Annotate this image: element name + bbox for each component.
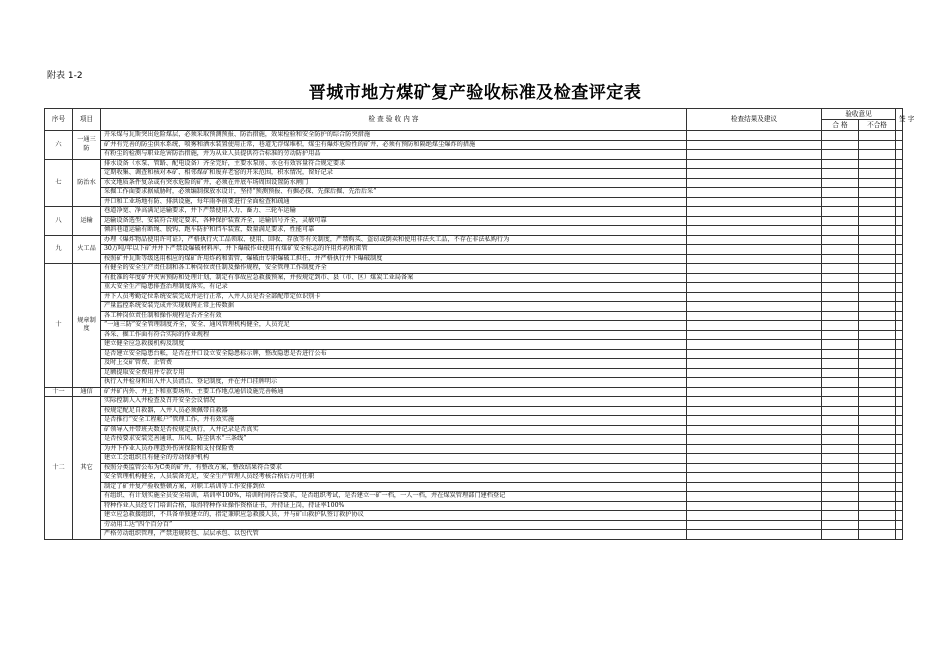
table-row (45, 159, 903, 169)
fail-cell[interactable] (859, 169, 896, 179)
sign-cell[interactable] (896, 340, 903, 350)
page-title: 晋城市地方煤矿复产验收标准及检查评定表 (308, 83, 642, 103)
result-cell[interactable] (687, 159, 822, 169)
sign-cell[interactable] (896, 159, 903, 169)
sign-cell[interactable] (896, 416, 903, 426)
table-row (45, 406, 903, 416)
sign-cell[interactable] (896, 378, 903, 388)
pass-cell[interactable] (822, 235, 859, 245)
sign-cell[interactable] (896, 435, 903, 445)
sign-cell[interactable] (896, 302, 903, 312)
header-fail: 不合格 (859, 120, 896, 131)
sign-cell[interactable] (896, 359, 903, 369)
result-cell[interactable] (687, 311, 822, 321)
fail-cell[interactable] (859, 273, 896, 283)
inspection-content: 是否建立安全隐患台帐，是否在井口设立安全隐患标示牌，整改隐患是否进行公布 (101, 349, 687, 359)
inspection-content: 建立健全应急救援机构及制度 (101, 340, 687, 350)
result-cell[interactable] (687, 292, 822, 302)
table-row (45, 131, 903, 141)
table-row (45, 454, 903, 464)
fail-cell[interactable] (859, 311, 896, 321)
fail-cell[interactable] (859, 245, 896, 255)
result-cell[interactable] (687, 216, 822, 226)
table-row (45, 416, 903, 426)
sign-cell[interactable] (896, 425, 903, 435)
table-row (45, 444, 903, 454)
fail-cell[interactable] (859, 359, 896, 369)
section-item: 运输 (73, 207, 101, 236)
fail-cell[interactable] (859, 207, 896, 217)
inspection-content: 倾斜巷道运输有断绳、脱钩、跑车防护和挡车装置，数量满足要求，性能可靠 (101, 226, 687, 236)
pass-cell[interactable] (822, 159, 859, 169)
fail-cell[interactable] (859, 159, 896, 169)
table-row (45, 435, 903, 445)
inspection-content: “一通三防”安全管理制度齐全，安全、通风管理机构健全，人员充足 (101, 321, 687, 331)
table-row (45, 178, 903, 188)
inspection-content: 各工种岗位责任制和操作规程是否齐全有效 (101, 311, 687, 321)
inspection-content: 采掘工作面要求据威胁时，必须编制探放水设计，坚持“预测预报、有掘必探、先探后掘、先治后采” (101, 188, 687, 198)
sign-cell[interactable] (896, 321, 903, 331)
fail-cell[interactable] (859, 150, 896, 160)
sign-cell[interactable] (896, 235, 903, 245)
fail-cell[interactable] (859, 387, 896, 397)
pass-cell[interactable] (822, 454, 859, 464)
result-cell[interactable] (687, 169, 822, 179)
sign-cell[interactable] (896, 406, 903, 416)
fail-cell[interactable] (859, 520, 896, 530)
result-cell[interactable] (687, 207, 822, 217)
result-cell[interactable] (687, 330, 822, 340)
result-cell[interactable] (687, 321, 822, 331)
table-row (45, 349, 903, 359)
sign-cell[interactable] (896, 482, 903, 492)
pass-cell[interactable] (822, 283, 859, 293)
result-cell[interactable] (687, 492, 822, 502)
table-row (45, 216, 903, 226)
table-row (45, 245, 903, 255)
pass-cell[interactable] (822, 245, 859, 255)
section-item: 防治水 (73, 159, 101, 207)
result-cell[interactable] (687, 340, 822, 350)
sign-cell[interactable] (896, 330, 903, 340)
inspection-content: 安全管理机构健全，人员装备充足，安全生产管理人员经考核合格后方可任职 (101, 473, 687, 483)
fail-cell[interactable] (859, 492, 896, 502)
pass-cell[interactable] (822, 226, 859, 236)
fail-cell[interactable] (859, 197, 896, 207)
table-row (45, 321, 903, 331)
sign-cell[interactable] (896, 511, 903, 521)
result-cell[interactable] (687, 226, 822, 236)
sign-cell[interactable] (896, 131, 903, 141)
section-number: 十二 (45, 397, 73, 540)
result-cell[interactable] (687, 387, 822, 397)
fail-cell[interactable] (859, 302, 896, 312)
table-row (45, 302, 903, 312)
pass-cell[interactable] (822, 178, 859, 188)
table-row (45, 150, 903, 160)
inspection-content: 按规定配足自救器，入井人员必须佩带自救器 (101, 406, 687, 416)
section-item: 其它 (73, 397, 101, 540)
result-cell[interactable] (687, 150, 822, 160)
inspection-content: 井口和工业场地有防、排洪设施，每年雨季前要进行全面检查和疏通 (101, 197, 687, 207)
sign-cell[interactable] (896, 349, 903, 359)
section-number: 九 (45, 235, 73, 264)
header-content: 检 查 验 收 内 容 (101, 109, 687, 131)
pass-cell[interactable] (822, 311, 859, 321)
table-row (45, 283, 903, 293)
pass-cell[interactable] (822, 435, 859, 445)
result-cell[interactable] (687, 435, 822, 445)
sign-cell[interactable] (896, 444, 903, 454)
sign-cell[interactable] (896, 188, 903, 198)
fail-cell[interactable] (859, 178, 896, 188)
inspection-content: 有健全的安全生产责任制和各工种岗位责任制及操作规程，安全管理工作制度齐全 (101, 264, 687, 274)
sign-cell[interactable] (896, 216, 903, 226)
fail-cell[interactable] (859, 340, 896, 350)
section-item: 火工品 (73, 235, 101, 264)
pass-cell[interactable] (822, 378, 859, 388)
sign-cell[interactable] (896, 397, 903, 407)
sign-cell[interactable] (896, 311, 903, 321)
result-cell[interactable] (687, 368, 822, 378)
fail-cell[interactable] (859, 378, 896, 388)
inspection-content: 是否按要求安装完善通讯、压风、防尘供水“三条线” (101, 435, 687, 445)
result-cell[interactable] (687, 359, 822, 369)
fail-cell[interactable] (859, 188, 896, 198)
pass-cell[interactable] (822, 511, 859, 521)
table-row (45, 397, 903, 407)
inspection-content: 制定了矿井复产验收整顿方案，对职工培训等工作安排到位 (101, 482, 687, 492)
sign-cell[interactable] (896, 501, 903, 511)
sign-cell[interactable] (896, 292, 903, 302)
inspection-content: 建立应急救援组织，不具备单独建立的，指定兼职应急救援人员，并与矿山救护队签订救护协议 (101, 511, 687, 521)
table-row (45, 311, 903, 321)
pass-cell[interactable] (822, 216, 859, 226)
sign-cell[interactable] (896, 463, 903, 473)
pass-cell[interactable] (822, 473, 859, 483)
result-cell[interactable] (687, 463, 822, 473)
result-cell[interactable] (687, 473, 822, 483)
sign-cell[interactable] (896, 197, 903, 207)
header-opinion: 验收意见 (822, 109, 896, 120)
result-cell[interactable] (687, 283, 822, 293)
inspection-content: 实际控制人入井检查及召开安全会议情况 (101, 397, 687, 407)
sign-cell[interactable] (896, 178, 903, 188)
result-cell[interactable] (687, 530, 822, 540)
table-row (45, 387, 903, 397)
table-row (45, 207, 903, 217)
table-row (45, 330, 903, 340)
inspection-content: 执行入井检身和出入井人员清点、登记制度，并在井口挂牌明示 (101, 378, 687, 388)
pass-cell[interactable] (822, 406, 859, 416)
section-number: 六 (45, 131, 73, 160)
table-row (45, 188, 903, 198)
fail-cell[interactable] (859, 330, 896, 340)
result-cell[interactable] (687, 273, 822, 283)
fail-cell[interactable] (859, 349, 896, 359)
pass-cell[interactable] (822, 425, 859, 435)
pass-cell[interactable] (822, 254, 859, 264)
inspection-content: 劳动用工达“四个百分百” (101, 520, 687, 530)
table-row (45, 492, 903, 502)
result-cell[interactable] (687, 254, 822, 264)
inspection-content: 各采、掘工作面有符合实际的作业规程 (101, 330, 687, 340)
result-cell[interactable] (687, 131, 822, 141)
section-item: 一通三防 (73, 131, 101, 160)
pass-cell[interactable] (822, 292, 859, 302)
inspection-content: 定期收集、调查和核对本矿、相邻煤矿和废弃老窑的开采范围，积水情况，留好记录 (101, 169, 687, 179)
pass-cell[interactable] (822, 368, 859, 378)
pass-cell[interactable] (822, 397, 859, 407)
fail-cell[interactable] (859, 368, 896, 378)
result-cell[interactable] (687, 188, 822, 198)
inspection-table (44, 108, 915, 540)
result-cell[interactable] (687, 520, 822, 530)
header-sign: 签 字 (896, 109, 903, 131)
result-cell[interactable] (687, 140, 822, 150)
fail-cell[interactable] (859, 482, 896, 492)
inspection-content: 有粉尘的检测与职业危害防治措施，并为从业人员提供符合标准的劳动防护用品 (101, 150, 687, 160)
sign-cell[interactable] (896, 368, 903, 378)
section-number: 七 (45, 159, 73, 207)
pass-cell[interactable] (822, 463, 859, 473)
inspection-content: 30万吨/年以下矿井井下严禁设爆破材料库，井下爆破作业使用有煤矿安全标志的许用炸药和雷管 (101, 245, 687, 255)
pass-cell[interactable] (822, 264, 859, 274)
table-row (45, 254, 903, 264)
result-cell[interactable] (687, 302, 822, 312)
pass-cell[interactable] (822, 273, 859, 283)
result-cell[interactable] (687, 397, 822, 407)
fail-cell[interactable] (859, 235, 896, 245)
fail-cell[interactable] (859, 406, 896, 416)
inspection-content: 是否推行“安全工程帐户”管理工作，并有效实施 (101, 416, 687, 426)
pass-cell[interactable] (822, 140, 859, 150)
section-item: 规章制度 (73, 264, 101, 388)
result-cell[interactable] (687, 444, 822, 454)
table-row (45, 501, 903, 511)
fail-cell[interactable] (859, 321, 896, 331)
annex-label: 附表 1-2 (47, 71, 83, 81)
pass-cell[interactable] (822, 321, 859, 331)
inspection-content: 特种作业人员经专门培训合格，取得特种作业操作资格证书，并持证上岗，持证率100% (101, 501, 687, 511)
pass-cell[interactable] (822, 359, 859, 369)
inspection-content: 井下人员考勤定位系统安装完成并运行正常，入井人员是否全部配带定位识别卡 (101, 292, 687, 302)
section-number: 十一 (45, 387, 73, 397)
header-item: 项目 (73, 109, 101, 131)
fail-cell[interactable] (859, 435, 896, 445)
pass-cell[interactable] (822, 492, 859, 502)
sign-cell[interactable] (896, 150, 903, 160)
fail-cell[interactable] (859, 397, 896, 407)
inspection-content: 矿井矿内外、井上下和重要场所、主要工作地点通信设施完善畅通 (101, 387, 687, 397)
sign-cell[interactable] (896, 520, 903, 530)
fail-cell[interactable] (859, 254, 896, 264)
section-item: 通信 (73, 387, 101, 397)
fail-cell[interactable] (859, 283, 896, 293)
sign-cell[interactable] (896, 530, 903, 540)
inspection-content: 矿领导入井带班天数是否按规定执行，入井记录是否真实 (101, 425, 687, 435)
pass-cell[interactable] (822, 340, 859, 350)
sign-cell[interactable] (896, 207, 903, 217)
pass-cell[interactable] (822, 131, 859, 141)
inspection-content: 有批准的年度矿井灾害预防和处理计划，制定有事故应急救援预案，并按规定到市、县（市、区）煤炭工业局备案 (101, 273, 687, 283)
inspection-content: 矿井有完善的防尘供水系统，喷雾和洒水装置使用正常，巷道无浮煤堆积，煤尘有爆炸危险性的矿井，必须有预防和隔绝煤尘爆炸的措施 (101, 140, 687, 150)
sign-cell[interactable] (896, 473, 903, 483)
table-body (45, 131, 903, 540)
pass-cell[interactable] (822, 530, 859, 540)
sign-cell[interactable] (896, 273, 903, 283)
inspection-content: 重大安全生产隐患排查治理制度落实，有记录 (101, 283, 687, 293)
table-row (45, 530, 903, 540)
result-cell[interactable] (687, 454, 822, 464)
sign-cell[interactable] (896, 169, 903, 179)
header-result: 检查结果及建议 (687, 109, 822, 131)
table-row (45, 378, 903, 388)
fail-cell[interactable] (859, 226, 896, 236)
sign-cell[interactable] (896, 387, 903, 397)
fail-cell[interactable] (859, 292, 896, 302)
inspection-content: 产量监控系统安装完成并实现联网正常上传数据 (101, 302, 687, 312)
fail-cell[interactable] (859, 444, 896, 454)
pass-cell[interactable] (822, 444, 859, 454)
table-row (45, 169, 903, 179)
pass-cell[interactable] (822, 501, 859, 511)
header-pass: 合 格 (822, 120, 859, 131)
sign-cell[interactable] (896, 454, 903, 464)
result-cell[interactable] (687, 378, 822, 388)
pass-cell[interactable] (822, 302, 859, 312)
sign-cell[interactable] (896, 492, 903, 502)
table-row (45, 197, 903, 207)
sign-cell[interactable] (896, 140, 903, 150)
fail-cell[interactable] (859, 454, 896, 464)
pass-cell[interactable] (822, 387, 859, 397)
fail-cell[interactable] (859, 511, 896, 521)
result-cell[interactable] (687, 501, 822, 511)
inspection-content: 及时上交矿管费、企管费 (101, 359, 687, 369)
fail-cell[interactable] (859, 131, 896, 141)
table-row (45, 520, 903, 530)
fail-cell[interactable] (859, 463, 896, 473)
sign-cell[interactable] (896, 245, 903, 255)
table-row (45, 264, 903, 274)
fail-cell[interactable] (859, 216, 896, 226)
pass-cell[interactable] (822, 169, 859, 179)
inspection-content: 开采煤与瓦斯突出危险煤层，必须采取预测预报、防治措施，效果检验和安全防护的综合防突措施 (101, 131, 687, 141)
pass-cell[interactable] (822, 520, 859, 530)
pass-cell[interactable] (822, 207, 859, 217)
inspection-content: 严格劳动组织管理，严禁违规转包、层层承包、以包代管 (101, 530, 687, 540)
fail-cell[interactable] (859, 264, 896, 274)
table-row (45, 226, 903, 236)
pass-cell[interactable] (822, 330, 859, 340)
result-cell[interactable] (687, 482, 822, 492)
table-row (45, 140, 903, 150)
table-row (45, 292, 903, 302)
pass-cell[interactable] (822, 197, 859, 207)
result-cell[interactable] (687, 425, 822, 435)
table-row (45, 473, 903, 483)
result-cell[interactable] (687, 264, 822, 274)
pass-cell[interactable] (822, 482, 859, 492)
table-row (45, 368, 903, 378)
table-row (45, 425, 903, 435)
result-cell[interactable] (687, 235, 822, 245)
fail-cell[interactable] (859, 473, 896, 483)
pass-cell[interactable] (822, 416, 859, 426)
result-cell[interactable] (687, 245, 822, 255)
inspection-content: 为井下作业人员办理意外伤害保险和支付保险费 (101, 444, 687, 454)
table-row (45, 359, 903, 369)
sign-cell[interactable] (896, 254, 903, 264)
section-number: 八 (45, 207, 73, 236)
inspection-content: 建立工会组织且有健全的劳动保护机构 (101, 454, 687, 464)
pass-cell[interactable] (822, 150, 859, 160)
table-row (45, 482, 903, 492)
result-cell[interactable] (687, 349, 822, 359)
result-cell[interactable] (687, 178, 822, 188)
inspection-content: 巷道净宽、净高满足运输要求，井下严禁使用人力、畜力、三轮车运输 (101, 207, 687, 217)
result-cell[interactable] (687, 197, 822, 207)
sign-cell[interactable] (896, 226, 903, 236)
fail-cell[interactable] (859, 501, 896, 511)
fail-cell[interactable] (859, 416, 896, 426)
inspection-content: 按照分类监管公布为C类的矿井，有整改方案，整改结果符合要求 (101, 463, 687, 473)
inspection-content: 足额提取安全费用并专款专用 (101, 368, 687, 378)
inspection-content: 水文地质条件复杂或有突水危险的矿井，必须在井底车场周围设置防水闸门 (101, 178, 687, 188)
result-cell[interactable] (687, 406, 822, 416)
fail-cell[interactable] (859, 140, 896, 150)
result-cell[interactable] (687, 511, 822, 521)
result-cell[interactable] (687, 416, 822, 426)
table-row (45, 463, 903, 473)
header-seq: 序号 (45, 109, 73, 131)
sign-cell[interactable] (896, 283, 903, 293)
table-row (45, 273, 903, 283)
fail-cell[interactable] (859, 530, 896, 540)
inspection-content: 运输设备选型、安装符合规定要求，各种保护装置齐全，运输信号齐全，灵敏可靠 (101, 216, 687, 226)
inspection-content: 有组织、有计划实施全员安全培训，培训率100%，培训时间符合要求，是否组织考试，是否建立一矿一档，一人一档，并在煤炭管理部门建档登记 (101, 492, 687, 502)
table-row (45, 235, 903, 245)
table-row (45, 511, 903, 521)
table-row (45, 340, 903, 350)
fail-cell[interactable] (859, 425, 896, 435)
pass-cell[interactable] (822, 349, 859, 359)
sign-cell[interactable] (896, 264, 903, 274)
inspection-content: 排水设备（水泵、管路、配电设备）齐全完好，主要水泵房、水仓有效容量符合规定要求 (101, 159, 687, 169)
pass-cell[interactable] (822, 188, 859, 198)
section-number: 十 (45, 264, 73, 388)
inspection-content: 按照矿井瓦斯等级选用相应的煤矿许用炸药和雷管，爆破由专职爆破工担任，并严格执行井下爆破制度 (101, 254, 687, 264)
inspection-content: 办理《爆炸物品使用许可证》，严格执行火工品领取、使用、回收、存放等有关制度，严禁购买、盗窃或倒卖和使用非法火工品，不存在非法私购行为 (101, 235, 687, 245)
